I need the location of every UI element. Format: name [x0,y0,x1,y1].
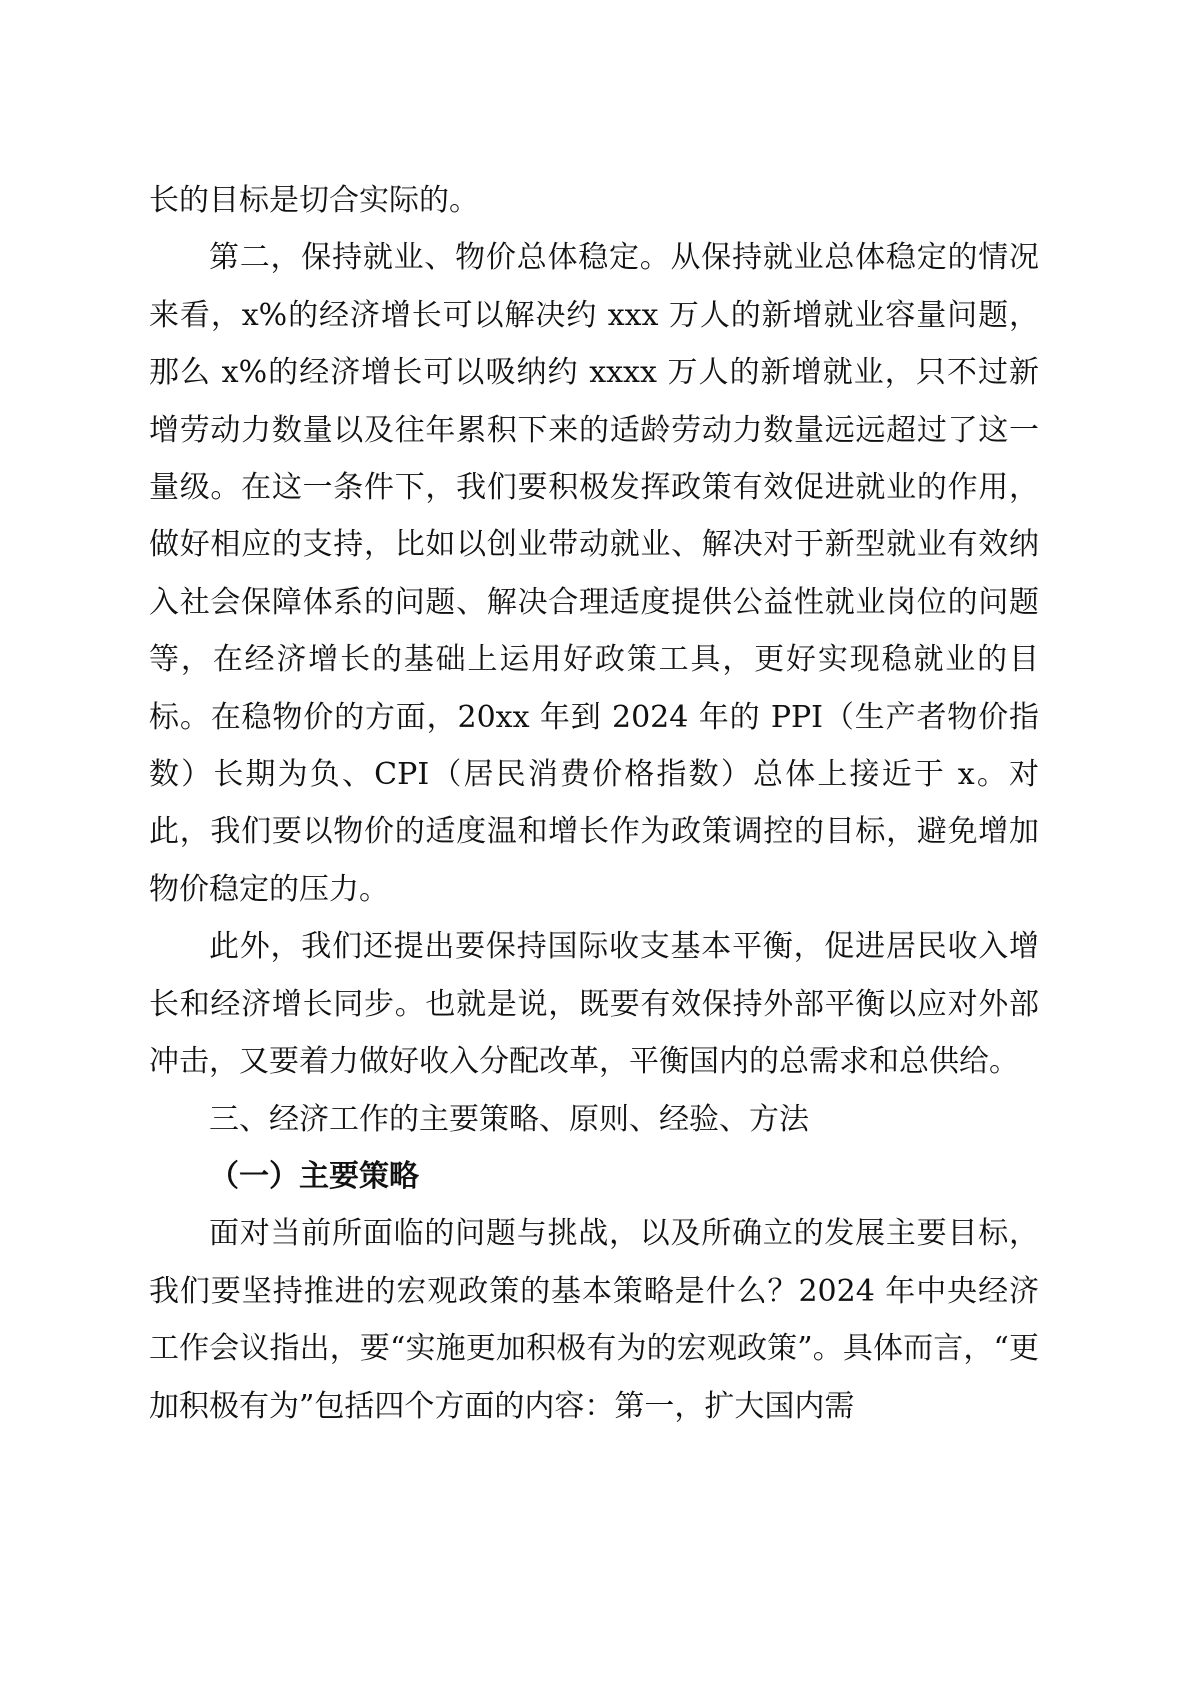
section-heading: 三、经济工作的主要策略、原则、经验、方法 [209,1101,809,1137]
subsection-heading: （一）主要策略 [209,1158,419,1194]
paragraph-main-strategy: 面对当前所面临的问题与挑战，以及所确立的发展主要目标，我们要坚持推进的宏观政策的基本策略是什么？2024 年中央经济工作会议指出，要“实施更加积极有为的宏观政策”。具体而言，“更加积极有为”包括四个方面的内容：第一，扩大国内需 [149,1216,1039,1424]
paragraph-continuation: 长的目标是切合实际的。 [149,183,479,218]
paragraph-employment-prices: 第二，保持就业、物价总体稳定。从保持就业总体稳定的情况来看，x%的经济增长可以解决约 xxx 万人的新增就业容量问题，那么 x%的经济增长可以吸纳约 xxxx 万人的新增就业，只不过新增劳动力数量以及往年累积下来的适龄劳动力数量远远超过了这一量级。在这一条件下，我们要积极发挥政策有效促进就业的作用，做好相应的支持，比如以创业带动就业、解决对于新型就业有效纳入社会保障体系的问题、解决合理适度提供公益性就业岗位的问题等，在经济增长的基础上运用好政策工具，更好实现稳就业的目标。在稳物价的方面，20xx 年到 2024 年的 PPI（生产者物价指数）长期为负、CPI（居民消费价格指数）总体上接近于 x。对此，我们要以物价的适度温和增长作为政策调控的目标，避免增加物价稳定的压力。 [149,240,1039,907]
document-body [149,172,1039,1435]
paragraph-balance-of-payments: 此外，我们还提出要保持国际收支基本平衡，促进居民收入增长和经济增长同步。也就是说，既要有效保持外部平衡以应对外部冲击，又要着力做好收入分配改革，平衡国内的总需求和总供给。 [149,929,1039,1080]
